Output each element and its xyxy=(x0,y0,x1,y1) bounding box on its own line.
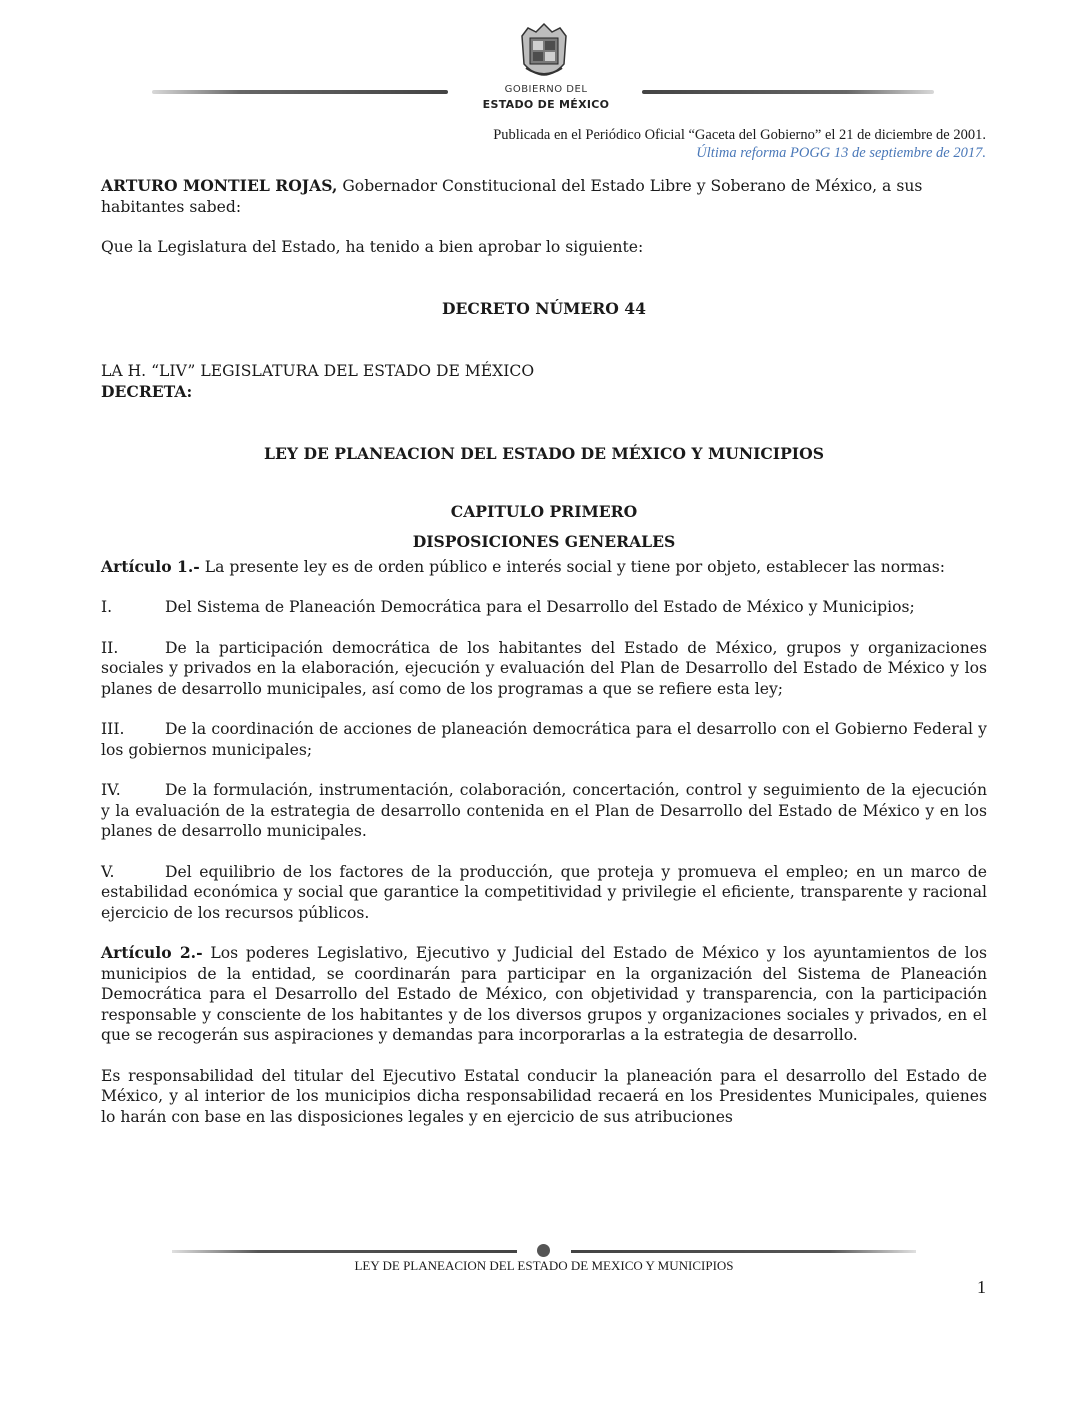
coat-of-arms-icon xyxy=(516,22,572,84)
governor-text: Gobernador Constitucional del Estado Libre y Soberano de México, a sus habitantes sabed: xyxy=(101,177,923,216)
item-text: De la participación democrática de los habitantes del Estado de México, grupos y organizaciones sociales y privados en la elaboración, ejecución y evaluación del Plan de Desarrollo del Estado de México y los planes de desarrollo municipales, así como de los programas a que se refiere esta ley; xyxy=(101,638,987,698)
publication-date: Publicada en el Periódico Oficial “Gaceta del Gobierno” el 21 de diciembre de 2001. xyxy=(493,127,986,143)
article-2-label: Artículo 2.- xyxy=(101,943,203,962)
article-2 xyxy=(101,943,987,1046)
document-header xyxy=(0,22,1088,122)
gov-line-2: ESTADO DE MÉXICO xyxy=(482,98,610,111)
last-reform: Última reforma POGG 13 de septiembre de 2017. xyxy=(696,145,986,161)
law-title: LEY DE PLANEACION DEL ESTADO DE MÉXICO Y MUNICIPIOS xyxy=(264,444,824,463)
footer-title: LEY DE PLANEACION DEL ESTADO DE MEXICO Y MUNICIPIOS xyxy=(354,1258,734,1273)
list-item xyxy=(101,638,987,700)
document-body xyxy=(101,176,987,1127)
article-1 xyxy=(101,557,987,578)
publication-info xyxy=(493,126,986,162)
page-number: 1 xyxy=(977,1277,986,1297)
article-1-text: La presente ley es de orden público e interés social y tiene por objeto, establecer las normas: xyxy=(199,557,945,576)
item-number: IV. xyxy=(101,781,121,799)
header-rule-left xyxy=(152,90,448,94)
article-2-text: Los poderes Legislativo, Ejecutivo y Judicial del Estado de México y los ayuntamientos de los municipios de la entidad, se coordinarán para participar en la organización del Sistema de Planeación Democrática para el Desarrollo del Estado de México, con objetividad y transparencia, con la participación responsable y consciente de los habitantes y de los diversos grupos y organizaciones sociales y privados, en el que se recogerán sus aspiraciones y demandas para incorporarlas a la estrategia de desarrollo. xyxy=(101,944,987,1044)
decree-title: DECRETO NÚMERO 44 xyxy=(442,298,646,318)
item-text: De la coordinación de acciones de planeación democrática para el desarrollo con el Gobierno Federal y los gobiernos municipales; xyxy=(101,720,987,759)
header-rule-right xyxy=(642,90,934,94)
item-text: Del equilibrio de los factores de la producción, que proteja y promueva el empleo; en un marco de estabilidad económica y social que garantice la competitividad y privilegie el eficiente, transparente y racional ejercicio de los recursos públicos. xyxy=(101,862,987,922)
governor-paragraph xyxy=(101,176,987,217)
legislature-line: Que la Legislatura del Estado, ha tenido a bien aprobar lo siguiente: xyxy=(101,238,644,256)
gov-line-1: GOBIERNO DEL xyxy=(504,84,588,95)
item-number: III. xyxy=(101,720,125,738)
article-1-label: Artículo 1.- xyxy=(101,556,200,576)
decreta-label: DECRETA: xyxy=(101,381,193,401)
list-item xyxy=(101,597,987,618)
item-text: De la formulación, instrumentación, colaboración, concertación, control y seguimiento de la ejecución y la evaluación de la estrategia de desarrollo contenida en el Plan de Desarrollo del Estado de México y en los planes de desarrollo municipales. xyxy=(101,781,987,840)
footer-rule-left xyxy=(172,1250,517,1253)
article-2-paragraph-2: Es responsabilidad del titular del Ejecutivo Estatal conducir la planeación para el desarrollo del Estado de México, y al interior de los municipios dicha responsabilidad recaerá en los Presidentes Municipales, quienes lo harán con base en las disposiciones legales y en ejercicio de sus atribuciones xyxy=(101,1066,987,1126)
list-item xyxy=(101,780,987,842)
item-number: II. xyxy=(101,638,119,657)
item-number: V. xyxy=(101,862,115,881)
chapter-heading: CAPITULO PRIMERO xyxy=(450,501,638,521)
item-text: Del Sistema de Planeación Democrática para el Desarrollo del Estado de México y Municipios; xyxy=(165,598,915,616)
item-number: I. xyxy=(101,598,113,616)
legislature-name: LA H. “LIV” LEGISLATURA DEL ESTADO DE MÉXICO xyxy=(101,362,535,380)
list-item xyxy=(101,862,987,924)
footer-dot-icon xyxy=(537,1244,550,1257)
governor-name: ARTURO MONTIEL ROJAS, xyxy=(101,176,338,195)
footer-rule-right xyxy=(571,1250,916,1253)
chapter-title: DISPOSICIONES GENERALES xyxy=(412,532,676,551)
list-item xyxy=(101,719,987,760)
